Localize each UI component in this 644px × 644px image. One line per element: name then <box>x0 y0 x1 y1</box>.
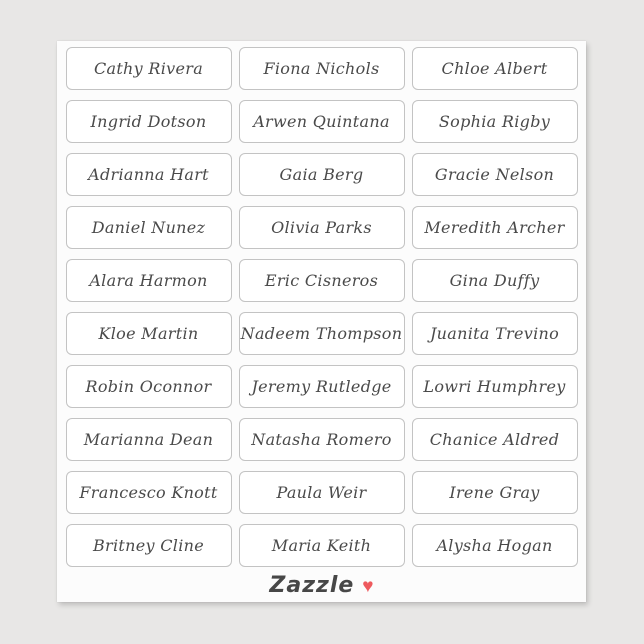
label-grid <box>57 41 586 567</box>
zazzle-logo: Zazzle <box>269 572 355 598</box>
name-label: Lowri Humphrey <box>412 365 578 408</box>
name-label: Meredith Archer <box>412 206 578 249</box>
brand-footer <box>57 568 586 602</box>
sticker-sheet <box>57 41 586 602</box>
name-label: Fiona Nichols <box>239 47 405 90</box>
name-label: Gina Duffy <box>412 259 578 302</box>
name-label: Jeremy Rutledge <box>239 365 405 408</box>
name-label: Cathy Rivera <box>66 47 232 90</box>
name-label: Francesco Knott <box>66 471 232 514</box>
name-label: Eric Cisneros <box>239 259 405 302</box>
name-label: Ingrid Dotson <box>66 100 232 143</box>
name-label: Natasha Romero <box>239 418 405 461</box>
name-label: Daniel Nunez <box>66 206 232 249</box>
name-label: Marianna Dean <box>66 418 232 461</box>
name-label: Kloe Martin <box>66 312 232 355</box>
name-label: Nadeem Thompson <box>239 312 405 355</box>
name-label: Sophia Rigby <box>412 100 578 143</box>
name-label: Irene Gray <box>412 471 578 514</box>
name-label: Maria Keith <box>239 524 405 567</box>
name-label: Robin Oconnor <box>66 365 232 408</box>
name-label: Gracie Nelson <box>412 153 578 196</box>
name-label: Arwen Quintana <box>239 100 405 143</box>
name-label: Gaia Berg <box>239 153 405 196</box>
name-label: Britney Cline <box>66 524 232 567</box>
name-label: Chloe Albert <box>412 47 578 90</box>
name-label: Chanice Aldred <box>412 418 578 461</box>
name-label: Paula Weir <box>239 471 405 514</box>
name-label: Juanita Trevino <box>412 312 578 355</box>
heart-icon: ♥ <box>362 575 374 597</box>
name-label: Alysha Hogan <box>412 524 578 567</box>
name-label: Adrianna Hart <box>66 153 232 196</box>
name-label: Olivia Parks <box>239 206 405 249</box>
name-label: Alara Harmon <box>66 259 232 302</box>
